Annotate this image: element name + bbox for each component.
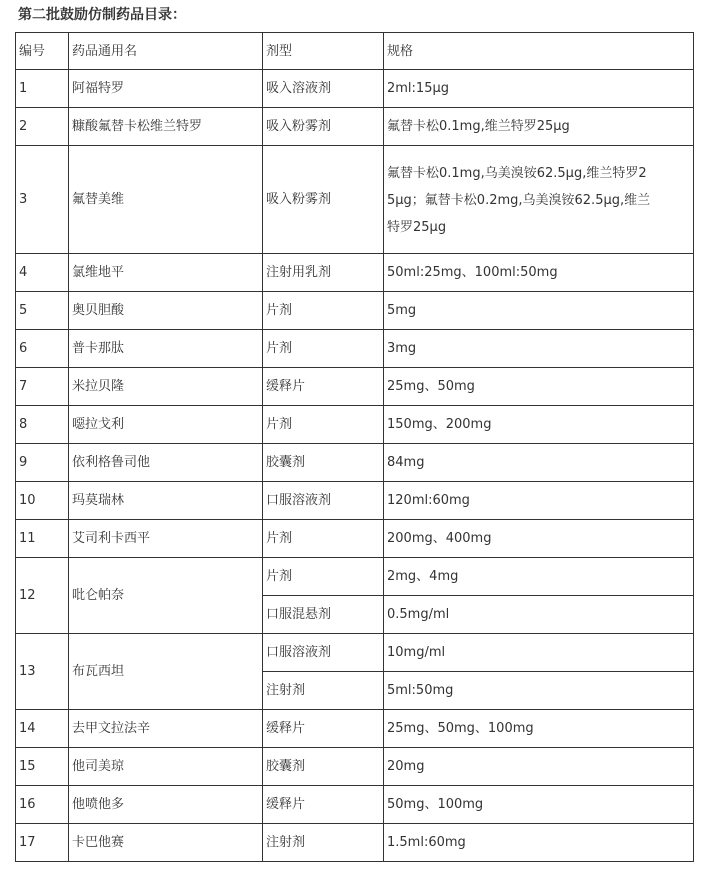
dosage-form-cell: 片剂 <box>263 520 384 558</box>
dosage-form-cell: 片剂 <box>263 558 384 596</box>
number-cell: 10 <box>16 482 69 520</box>
dosage-form-cell: 吸入粉雾剂 <box>263 108 384 146</box>
specification-cell <box>384 146 694 254</box>
specification-line: 特罗25μg <box>387 219 447 235</box>
drug-name-cell: 去甲文拉法辛 <box>69 710 263 748</box>
number-cell: 8 <box>16 406 69 444</box>
dosage-form-cell: 片剂 <box>263 406 384 444</box>
specification-line: 5μg；氟替卡松0.2mg,乌美溴铵62.5μg,维兰 <box>387 192 651 208</box>
specification-cell: 2mg、4mg <box>384 558 694 596</box>
drug-name-cell: 普卡那肽 <box>69 330 263 368</box>
drug-name-cell: 米拉贝隆 <box>69 368 263 406</box>
header-cell: 剂型 <box>263 33 384 70</box>
drug-name-cell: 奥贝胆酸 <box>69 292 263 330</box>
number-cell: 1 <box>16 70 69 108</box>
dosage-form-cell: 注射用乳剂 <box>263 254 384 292</box>
drug-name-cell: 氟替美维 <box>69 146 263 254</box>
specification-cell: 120ml:60mg <box>384 482 694 520</box>
dosage-form-cell: 胶囊剂 <box>263 748 384 786</box>
number-cell: 9 <box>16 444 69 482</box>
specification-cell: 氟替卡松0.1mg,维兰特罗25μg <box>384 108 694 146</box>
table-row <box>16 368 694 406</box>
dosage-form-cell: 吸入溶液剂 <box>263 70 384 108</box>
table-row <box>16 254 694 292</box>
table-row <box>16 108 694 146</box>
table-row <box>16 520 694 558</box>
specification-cell: 5ml:50mg <box>384 672 694 710</box>
number-cell: 4 <box>16 254 69 292</box>
specification-line: 氟替卡松0.1mg,乌美溴铵62.5μg,维兰特罗2 <box>387 165 647 181</box>
specification-cell: 150mg、200mg <box>384 406 694 444</box>
table-row <box>16 748 694 786</box>
table-header-row <box>16 33 694 70</box>
table-row <box>16 444 694 482</box>
table-row <box>16 146 694 254</box>
drug-name-cell: 卡巴他赛 <box>69 824 263 862</box>
dosage-form-cell: 缓释片 <box>263 710 384 748</box>
drug-name-cell: 他喷他多 <box>69 786 263 824</box>
specification-cell: 25mg、50mg、100mg <box>384 710 694 748</box>
dosage-form-cell: 注射剂 <box>263 824 384 862</box>
table-row <box>16 70 694 108</box>
drug-name-cell: 玛莫瑞林 <box>69 482 263 520</box>
table-row <box>16 786 694 824</box>
specification-cell: 84mg <box>384 444 694 482</box>
drug-name-cell: 他司美琼 <box>69 748 263 786</box>
page-title: 第二批鼓励仿制药品目录： <box>18 7 186 23</box>
drug-name-cell: 艾司利卡西平 <box>69 520 263 558</box>
number-cell: 5 <box>16 292 69 330</box>
number-cell: 2 <box>16 108 69 146</box>
number-cell: 3 <box>16 146 69 254</box>
number-cell: 12 <box>16 558 69 634</box>
table-row <box>16 482 694 520</box>
dosage-form-cell: 缓释片 <box>263 786 384 824</box>
drug-name-cell: 吡仑帕奈 <box>69 558 263 634</box>
dosage-form-cell: 胶囊剂 <box>263 444 384 482</box>
drug-name-cell: 噁拉戈利 <box>69 406 263 444</box>
table-row <box>16 330 694 368</box>
number-cell: 16 <box>16 786 69 824</box>
specification-cell: 200mg、400mg <box>384 520 694 558</box>
table-row <box>16 406 694 444</box>
table-row <box>16 710 694 748</box>
header-cell: 编号 <box>16 33 69 70</box>
specification-cell: 0.5mg/ml <box>384 596 694 634</box>
dosage-form-cell: 缓释片 <box>263 368 384 406</box>
dosage-form-cell: 吸入粉雾剂 <box>263 146 384 254</box>
drug-name-cell: 氯维地平 <box>69 254 263 292</box>
table-row <box>16 634 694 672</box>
dosage-form-cell: 片剂 <box>263 330 384 368</box>
header-cell: 规格 <box>384 33 694 70</box>
drug-name-cell: 糠酸氟替卡松维兰特罗 <box>69 108 263 146</box>
specification-cell: 1.5ml:60mg <box>384 824 694 862</box>
dosage-form-cell: 注射剂 <box>263 672 384 710</box>
specification-cell: 50ml:25mg、100ml:50mg <box>384 254 694 292</box>
table-row <box>16 824 694 862</box>
drug-name-cell: 阿福特罗 <box>69 70 263 108</box>
dosage-form-cell: 口服溶液剂 <box>263 634 384 672</box>
specification-cell: 10mg/ml <box>384 634 694 672</box>
specification-cell: 2ml:15μg <box>384 70 694 108</box>
number-cell: 7 <box>16 368 69 406</box>
dosage-form-cell: 片剂 <box>263 292 384 330</box>
number-cell: 13 <box>16 634 69 710</box>
specification-cell: 25mg、50mg <box>384 368 694 406</box>
number-cell: 17 <box>16 824 69 862</box>
header-cell: 药品通用名 <box>69 33 263 70</box>
specification-cell: 3mg <box>384 330 694 368</box>
drug-name-cell: 布瓦西坦 <box>69 634 263 710</box>
drug-catalog-table <box>15 32 694 862</box>
specification-cell: 50mg、100mg <box>384 786 694 824</box>
number-cell: 6 <box>16 330 69 368</box>
specification-cell: 5mg <box>384 292 694 330</box>
number-cell: 11 <box>16 520 69 558</box>
number-cell: 15 <box>16 748 69 786</box>
drug-name-cell: 依利格鲁司他 <box>69 444 263 482</box>
number-cell: 14 <box>16 710 69 748</box>
table-row <box>16 292 694 330</box>
dosage-form-cell: 口服溶液剂 <box>263 482 384 520</box>
specification-cell: 20mg <box>384 748 694 786</box>
table-row <box>16 558 694 596</box>
dosage-form-cell: 口服混悬剂 <box>263 596 384 634</box>
